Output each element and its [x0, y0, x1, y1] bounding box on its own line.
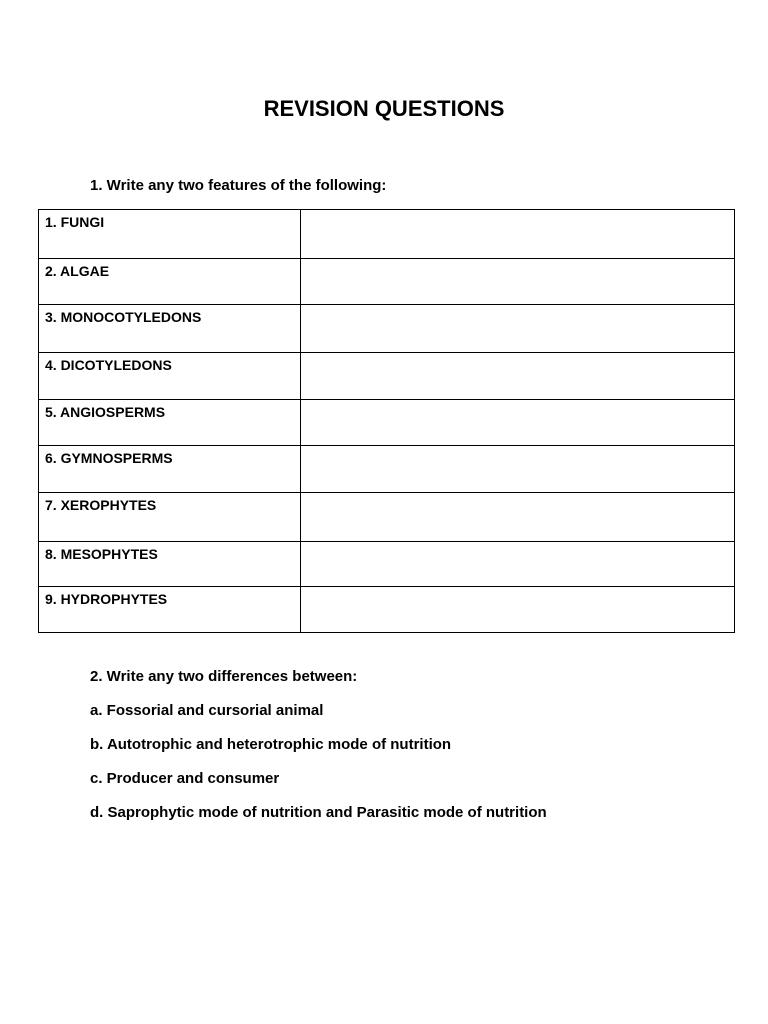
answer-cell[interactable]	[301, 400, 735, 446]
table-row	[39, 542, 735, 587]
features-table	[38, 209, 735, 633]
table-row	[39, 259, 735, 305]
list-item: d. Saprophytic mode of nutrition and Parasitic mode of nutrition	[90, 804, 547, 821]
row-label: 2. ALGAE	[39, 259, 301, 305]
row-label: 6. GYMNOSPERMS	[39, 446, 301, 493]
row-label: 3. MONOCOTYLEDONS	[39, 305, 301, 353]
table-row	[39, 446, 735, 493]
answer-cell[interactable]	[301, 353, 735, 400]
list-item: a. Fossorial and cursorial animal	[90, 702, 324, 719]
table-row	[39, 353, 735, 400]
row-label: 8. MESOPHYTES	[39, 542, 301, 587]
question-2-block	[90, 667, 547, 837]
answer-cell[interactable]	[301, 305, 735, 353]
row-label: 9. HYDROPHYTES	[39, 587, 301, 633]
answer-cell[interactable]	[301, 259, 735, 305]
question-1-heading: 1. Write any two features of the following:	[90, 177, 387, 194]
list-item: c. Producer and consumer	[90, 770, 280, 787]
page-title: REVISION QUESTIONS	[263, 96, 505, 121]
table-row	[39, 400, 735, 446]
answer-cell[interactable]	[301, 493, 735, 542]
row-label: 5. ANGIOSPERMS	[39, 400, 301, 446]
answer-cell[interactable]	[301, 210, 735, 259]
table-row	[39, 587, 735, 633]
table-row	[39, 305, 735, 353]
table-row	[39, 210, 735, 259]
row-label: 4. DICOTYLEDONS	[39, 353, 301, 400]
list-item: b. Autotrophic and heterotrophic mode of nutrition	[90, 736, 452, 753]
answer-cell[interactable]	[301, 542, 735, 587]
row-label: 1. FUNGI	[39, 210, 301, 259]
answer-cell[interactable]	[301, 587, 735, 633]
table-row	[39, 493, 735, 542]
answer-cell[interactable]	[301, 446, 735, 493]
row-label: 7. XEROPHYTES	[39, 493, 301, 542]
question-2-heading: 2. Write any two differences between:	[90, 668, 358, 685]
